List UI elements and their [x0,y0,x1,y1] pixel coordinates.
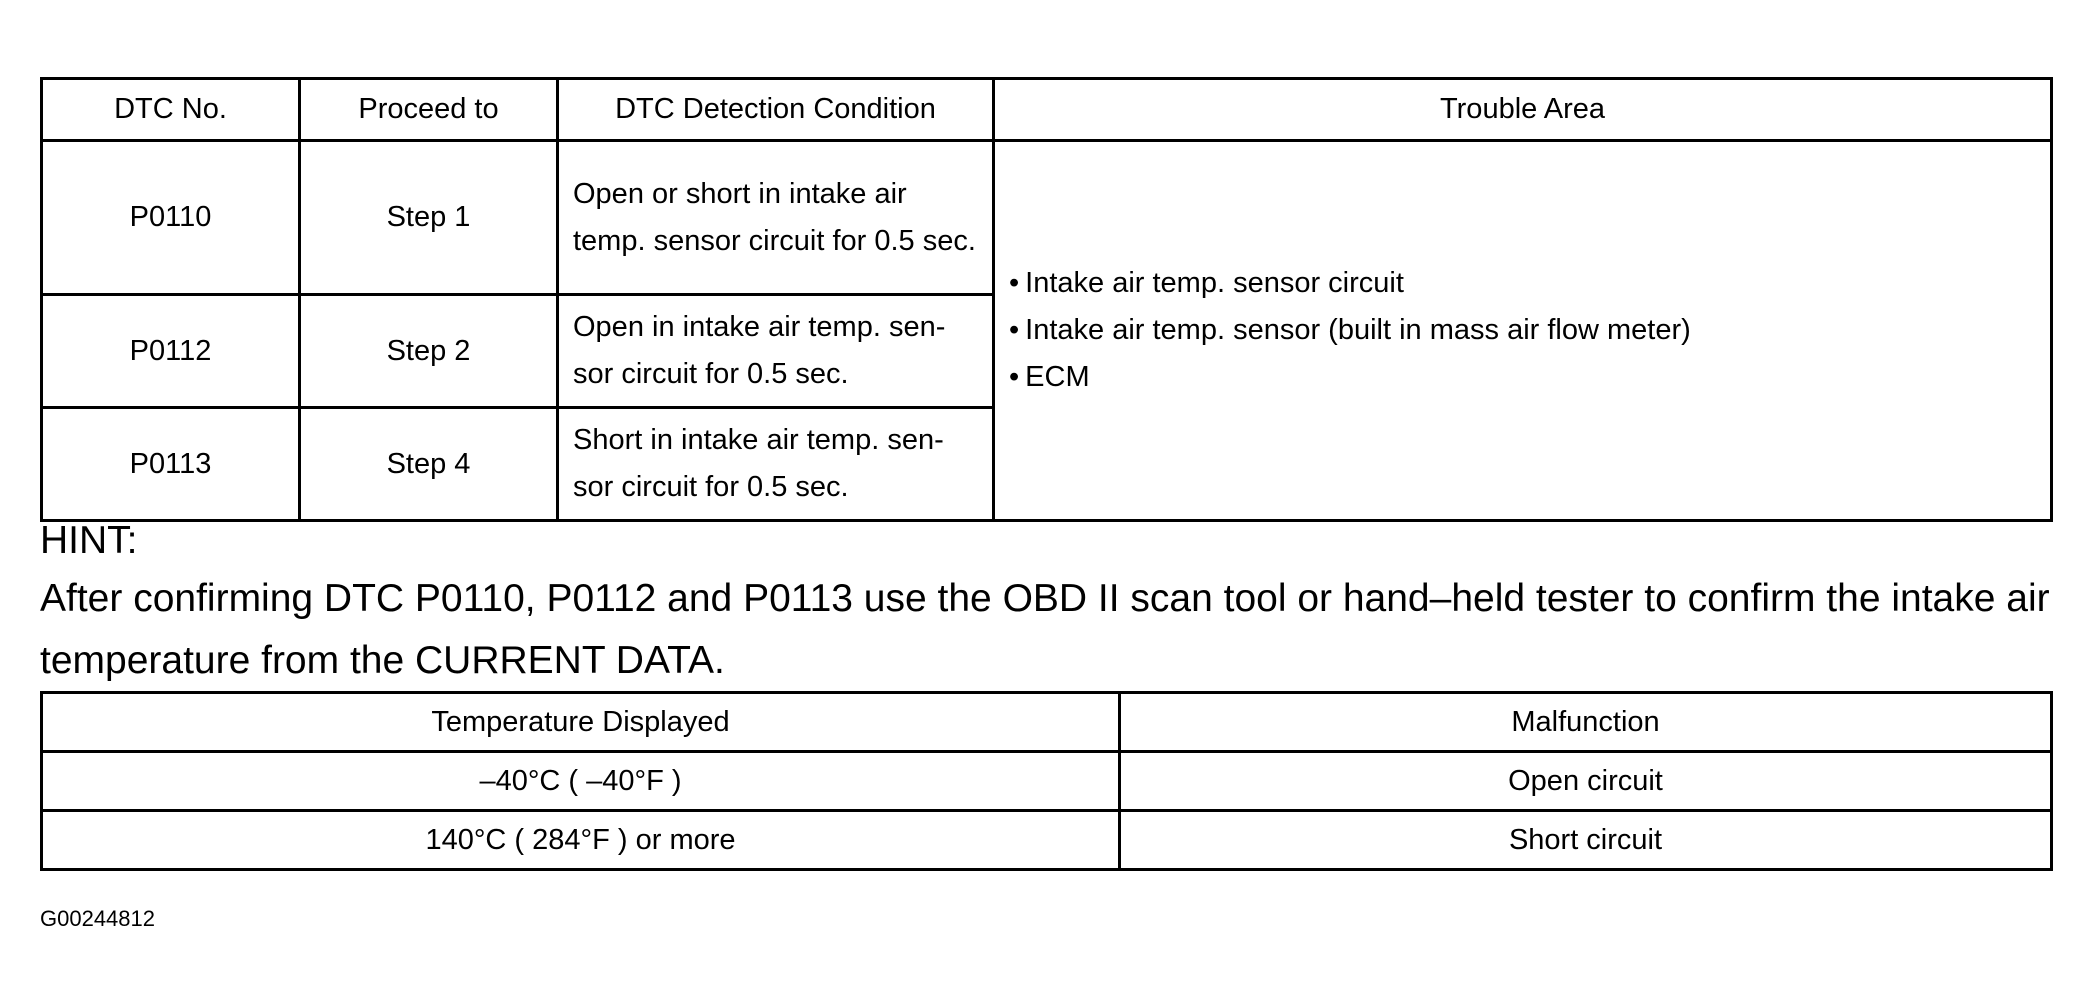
detection-condition: Open in intake air temp. sen-sor circuit for 0.5 sec. [558,295,994,408]
trouble-area-item: • Intake air temp. sensor (built in mass air flow meter) [1009,307,2050,354]
proceed-step: Step 2 [300,295,558,408]
temperature-value: 140°C ( 284°F ) or more [42,811,1120,870]
header-proceed-to: Proceed to [300,79,558,141]
proceed-step: Step 1 [300,141,558,295]
header-detection-condition: DTC Detection Condition [558,79,994,141]
detection-condition: Open or short in intake air temp. sensor circuit for 0.5 sec. [558,141,994,295]
table-row [42,141,2052,295]
header-malfunction: Malfunction [1120,693,2052,752]
dtc-code: P0113 [42,408,300,521]
hint-text: After confirming DTC P0110, P0112 and P0113 use the OBD II scan tool or hand–held tester to confirm the intake air temperature from the CURRENT DATA. [40,577,2050,682]
malfunction-value: Short circuit [1120,811,2052,870]
figure-id: G00244812 [40,906,155,931]
proceed-step: Step 4 [300,408,558,521]
header-trouble-area: Trouble Area [994,79,2052,141]
malfunction-value: Open circuit [1120,752,2052,811]
trouble-area-cell [994,141,2052,521]
temperature-table [40,691,2053,871]
temperature-table-header-row [42,693,2052,752]
hint-label: HINT: [40,519,138,562]
table-row [42,752,2052,811]
trouble-area-item: • ECM [1009,354,2050,401]
trouble-area-list [1009,260,2050,401]
dtc-table [40,77,2053,522]
temperature-value: –40°C ( –40°F ) [42,752,1120,811]
detection-condition: Short in intake air temp. sen-sor circuit for 0.5 sec. [558,408,994,521]
header-dtc-no: DTC No. [42,79,300,141]
dtc-table-header-row [42,79,2052,141]
header-temperature-displayed: Temperature Displayed [42,693,1120,752]
trouble-area-item: • Intake air temp. sensor circuit [1009,260,2050,307]
dtc-code: P0110 [42,141,300,295]
table-row [42,811,2052,870]
dtc-code: P0112 [42,295,300,408]
